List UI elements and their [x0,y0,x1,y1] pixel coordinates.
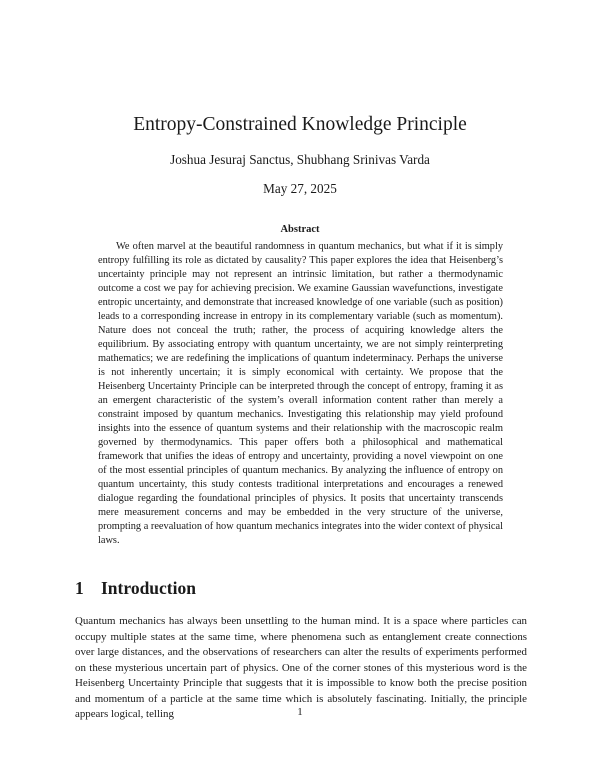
paper-title: Entropy-Constrained Knowledge Principle [133,114,467,135]
section-title: Introduction [101,578,196,598]
intro-paragraph: Quantum mechanics has always been unsettling to the human mind. It is a space where particles can occupy multiple states at the same time, where phenomena such as entanglement create connections over large distances, and the observations of researchers can alter the results of experiments performed on these mysterious uncertain part of physics. One of the corner stones of this mysterious word is the Heisenberg Uncertainty Principle that suggests that it is impossible to know both the precise position and momentum of a particle at the same time which is absolutely fascinating. Initially, the principle appears logical, telling [75,615,527,720]
abstract-body: We often marvel at the beautiful randomness in quantum mechanics, but what if it is simply entropy fulfilling its role as dictated by causality? This paper explores the idea that Heisenberg’s uncertainty principle may not represent an intrinsic limitation, but rather a thermodynamic outcome a cost we pay for achieving precision. We examine Gaussian wavefunctions, investigate entropic uncertainty, and demonstrate that increased knowledge of one variable (such as position) leads to a corresponding increase in entropy in its complementary variable (such as momentum). Nature does not conceal the truth; rather, the process of acquiring knowledge alters the equilibrium. By associating entropy with quantum uncertainty, we are not simply reinterpreting mathematics; we are redefining the implications of quantum indeterminacy. Perhaps the universe is not inherently uncertain; it is simply economical with certainty. We propose that the Heisenberg Uncertainty Principle can be interpreted through the concept of entropy, framing it as an emergent characteristic of the system’s overall information content rather than merely a constraint imposed by quantum mechanics. Investigating this relationship may yield profound insights into the essence of quantum systems and their relationship with the macroscopic realm governed by thermodynamics. This paper offers both a philosophical and mathematical framework that unifies the ideas of entropy and uncertainty, providing a novel viewpoint on one of the most essential principles of quantum mechanics. By analyzing the influence of entropy on quantum uncertainty, this study contests traditional interpretations and encourages a renewed dialogue regarding the foundational principles of physics. It posits that uncertainty transcends mere measurement concerns and may be embedded in the very structure of the universe, prompting a reevaluation of how quantum mechanics integrates into the wider context of physical laws. [98,241,503,546]
paper-authors: Joshua Jesuraj Sanctus, Shubhang Srinivas Varda [170,152,430,167]
section-number: 1 [75,578,84,598]
abstract-heading: Abstract [280,224,320,235]
section-heading [75,578,196,599]
paper-date: May 27, 2025 [263,181,337,196]
page-number: 1 [297,706,303,718]
